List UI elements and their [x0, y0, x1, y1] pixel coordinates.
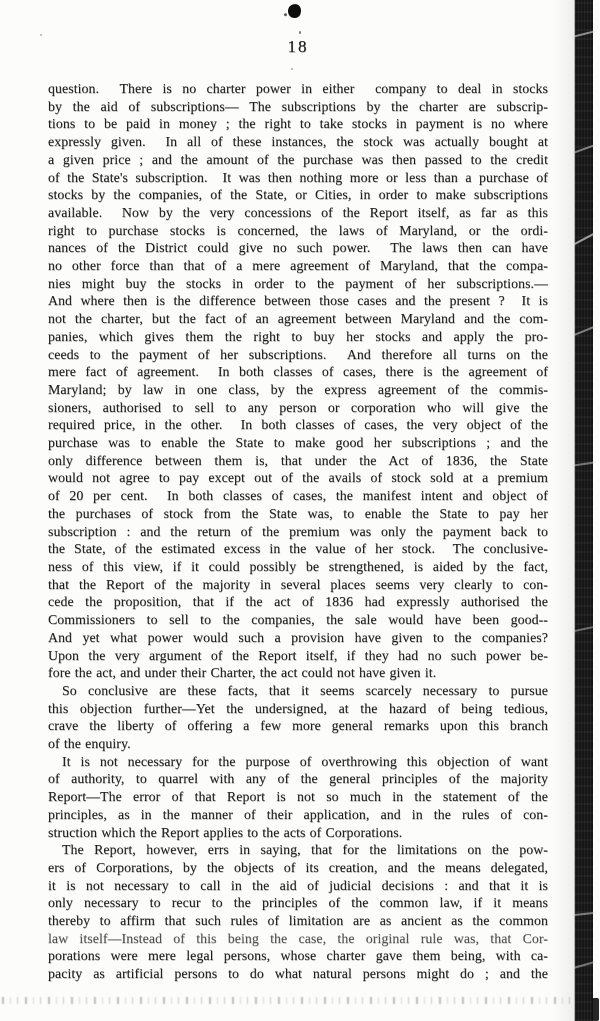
text-line: And yet what power would such a provision have given to the companies?	[48, 629, 548, 645]
text-line: Report—The error of that Report is not so much in the statement of the	[48, 789, 548, 805]
text-line: So conclusive are these facts, that it seems scarcely necessary to pursue	[62, 682, 548, 698]
text-line: of the State's subscription. It was then nothing more or less than a purchase of	[48, 169, 548, 185]
paragraph	[48, 682, 548, 753]
text-line: would not agree to pay except out of the avails of stock sold at a premium	[48, 470, 548, 486]
text-line: nances of the District could give no such power. The laws then can have	[48, 240, 548, 256]
text-line: sioners, authorised to sell to any person or corporation who will give the	[48, 399, 548, 415]
text-line: that the Report of the majority in several places seems very clearly to con-	[48, 576, 548, 592]
text-line: ness of this view, if it could possibly be strengthened, is aided by the fact,	[48, 558, 548, 574]
speck-mark	[40, 34, 42, 36]
text-line: And where then is the difference between those cases and the present ? It is	[48, 293, 548, 309]
text-line: mere fact of agreement. In both classes of cases, there is the agreement of	[48, 364, 548, 380]
text-line: only necessary to recur to the principles of the common law, if it means	[48, 895, 548, 911]
text-line: tions to be paid in money ; the right to take stocks in payment is no where	[48, 116, 548, 132]
paragraph	[48, 841, 548, 983]
text-line: principles, as in the manner of their application, and in the rules of con-	[48, 806, 548, 822]
scan-gutter-band	[575, 0, 593, 1021]
scan-crack	[573, 232, 595, 245]
scan-crack	[572, 912, 596, 916]
ink-blot	[287, 3, 303, 19]
text-line: of the enquiry.	[48, 736, 131, 752]
text-line: right to purchase stocks is concerned, the laws of Maryland, or the ordi-	[48, 222, 548, 238]
text-line: cede the proposition, that if the act of 1836 had expressly authorised the	[48, 594, 548, 610]
text-line: ers of Corporations, by the objects of its creation, and the means delegated,	[48, 859, 548, 875]
text-line: available. Now by the very concessions of the Report itself, as far as this	[48, 204, 548, 220]
text-line: Upon the very argument of the Report itself, if they had no such power be-	[48, 647, 548, 663]
text-line: the purchases of stock from the State was, to enable the State to pay her	[48, 505, 548, 521]
text-line: ceeds to the payment of her subscriptions. And therefore all turns on the	[48, 346, 548, 362]
text-line: purchase was to enable the State to make good her subscriptions ; and the	[48, 435, 548, 451]
text-line: thereby to affirm that such rules of limitation are as ancient as the common	[48, 913, 548, 929]
text-line: the State, of the estimated excess in the value of her stock. The conclusive-	[48, 541, 548, 557]
scan-crack	[572, 961, 596, 969]
text-line: fore the act, and under their Charter, the act could not have given it.	[48, 665, 437, 681]
text-line: law itself—Instead of this being the case, the original rule was, that Cor-	[48, 930, 548, 946]
scan-crack	[573, 326, 596, 336]
text-line: nies might buy the stocks in order to the payment of her subscriptions.—	[48, 275, 548, 291]
text-line: only difference between them is, that under the Act of 1836, the State	[48, 452, 548, 468]
text-line: not the charter, but the fact of an agreement between Maryland and the com-	[48, 311, 548, 327]
text-line: The Report, however, errs in saying, that for the limitations on the pow-	[62, 842, 548, 858]
text-line: porations were mere legal persons, whose charter gave them being, with ca-	[48, 948, 548, 964]
text-line: pacity as artificial persons to do what natural persons might do ; and the	[48, 966, 548, 982]
text-line: subscription : and the return of the premium was only the payment back to	[48, 523, 548, 539]
scan-crack	[572, 30, 596, 37]
text-line: Commissioners to sell to the companies, the sale would have been good--	[48, 612, 548, 628]
scan-crack	[572, 626, 596, 633]
text-line: by the aid of subscriptions— The subscriptions by the charter are subscrip-	[48, 98, 548, 114]
text-line: struction which the Report applies to the acts of Corporations.	[48, 824, 403, 840]
text-block	[48, 80, 548, 983]
text-line: Maryland; by law in one class, by the express agreement of the commis-	[48, 381, 548, 397]
text-line: required price, in the other. In both classes of cases, the very object of the	[48, 417, 548, 433]
text-line: no other force than that of a mere agreement of Maryland, that the compa-	[48, 258, 548, 274]
scan-crack	[572, 461, 596, 466]
text-line: crave the liberty of offering a few more general remarks upon this branch	[48, 718, 548, 734]
text-line: of authority, to quarrel with any of the general principles of the majority	[48, 771, 548, 787]
text-line: stocks by the companies, of the State, or Cities, in order to make subscriptions	[48, 187, 548, 203]
text-line: question. There is no charter power in either company to deal in stocks	[48, 81, 548, 96]
scan-crack	[572, 144, 595, 154]
scan-noise-row	[2, 997, 582, 1004]
text-line: it is not necessary to call in the aid of judicial decisions : and that it is	[48, 877, 548, 893]
text-line: panies, which gives them the right to buy her stocks and apply the pro-	[48, 328, 548, 344]
text-line: this objection further—Yet the undersigned, at the hazard of being tedious,	[48, 700, 548, 716]
text-line: expressly given. In all of these instances, the stock was actually bought at	[48, 134, 548, 150]
speck-mark	[291, 68, 293, 70]
text-line: of 20 per cent. In both classes of cases, the manifest intent and object of	[48, 488, 548, 504]
paragraph	[48, 80, 548, 682]
scan-corner-blob	[592, 998, 599, 1021]
speck-mark	[299, 31, 301, 34]
paragraph	[48, 753, 548, 842]
text-line: It is not necessary for the purpose of overthrowing this objection of want	[62, 753, 548, 769]
text-line: a given price ; and the amount of the purchase was then passed to the credit	[48, 151, 548, 167]
page-number: 18	[287, 37, 309, 56]
